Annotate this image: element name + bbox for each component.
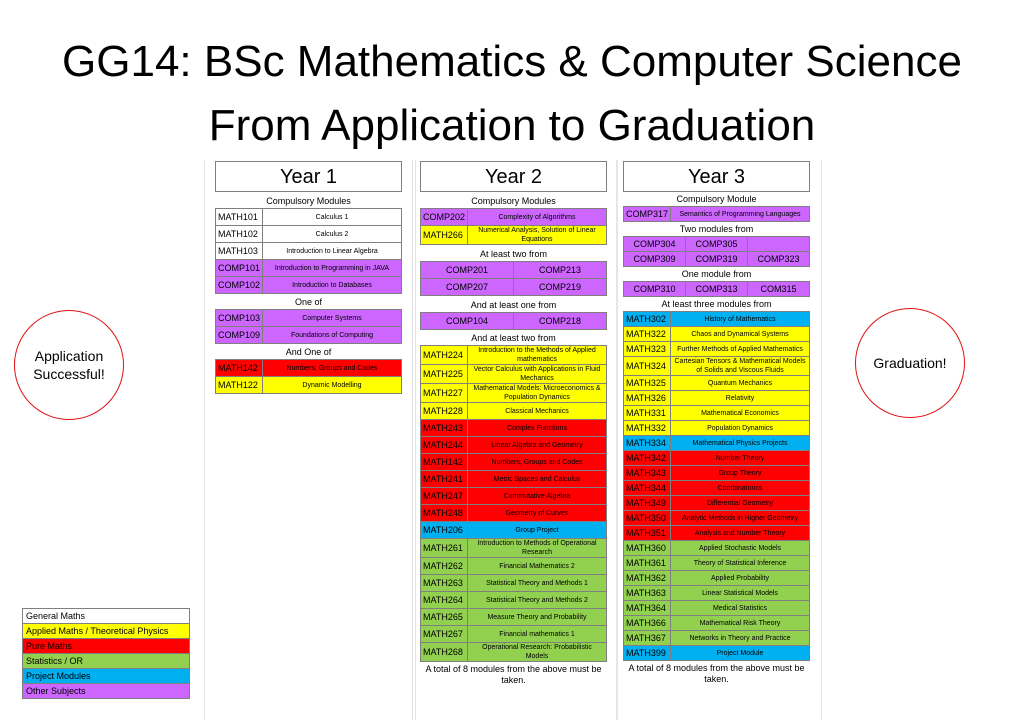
year3-compulsory-label: Compulsory Module: [676, 194, 757, 204]
module-grid-row: [624, 237, 810, 252]
module-row: [624, 207, 810, 222]
module-code: COM315: [748, 282, 810, 297]
module-code: MATH326: [624, 391, 671, 406]
module-name: Applied Probability: [671, 571, 810, 586]
year2-two-from-label: At least two from: [479, 249, 548, 259]
module-name: Statistical Theory and Methods 2: [468, 592, 607, 609]
module-row: [624, 466, 810, 481]
module-code: MATH302: [624, 312, 671, 327]
module-row: [624, 451, 810, 466]
year3-comp-two-from-grid: [623, 236, 810, 267]
module-code: MATH247: [421, 488, 468, 505]
module-row: [216, 243, 402, 260]
module-name: Networks in Theory and Practice: [671, 631, 810, 646]
module-name: Vector Calculus with Applications in Fluid Mechanics: [468, 365, 607, 384]
module-row: [624, 601, 810, 616]
module-row: [624, 511, 810, 526]
module-code: MATH101: [216, 209, 263, 226]
module-code: MATH331: [624, 406, 671, 421]
module-code: MATH261: [421, 539, 468, 558]
module-name: Linear Algebra and Geometry: [468, 437, 607, 454]
module-code: COMP323: [748, 252, 810, 267]
module-name: Numbers, Groups and Codes: [468, 454, 607, 471]
module-code: COMP201: [421, 262, 514, 279]
page-title-line-1: GG14: BSc Mathematics & Computer Science: [62, 37, 962, 86]
module-row: [216, 377, 402, 394]
year2-compulsory-table: [420, 208, 607, 245]
module-name: Medical Statistics: [671, 601, 810, 616]
year3-one-from-label: One module from: [681, 269, 752, 279]
module-name: History of Mathematics: [671, 312, 810, 327]
module-row: [421, 558, 607, 575]
year2-footer: A total of 8 modules from the above must be taken.: [425, 664, 602, 685]
legend-item: [23, 639, 190, 654]
module-row: [421, 471, 607, 488]
module-code: MATH349: [624, 496, 671, 511]
module-row: [421, 365, 607, 384]
module-row: [421, 437, 607, 454]
module-name: Introduction to Methods of Operational Research: [468, 539, 607, 558]
legend-item: [23, 669, 190, 684]
year2-compulsory-label: Compulsory Modules: [471, 196, 556, 206]
module-code: COMP219: [514, 279, 607, 296]
module-row: [421, 575, 607, 592]
module-code: MATH227: [421, 384, 468, 403]
module-name: Population Dynamics: [671, 421, 810, 436]
module-name: Chaos and Dynamical Systems: [671, 327, 810, 342]
module-row: [421, 539, 607, 558]
module-row: [624, 616, 810, 631]
module-code: MATH323: [624, 342, 671, 357]
module-code: MATH206: [421, 522, 468, 539]
module-code: MATH343: [624, 466, 671, 481]
module-name: Further Methods of Applied Mathematics: [671, 342, 810, 357]
module-code: MATH241: [421, 471, 468, 488]
module-code: MATH364: [624, 601, 671, 616]
module-name: Group Theory: [671, 466, 810, 481]
year2-header: Year 2: [420, 161, 607, 192]
module-row: [624, 391, 810, 406]
module-code: MATH262: [421, 558, 468, 575]
module-name: Financial mathematics 1: [468, 626, 607, 643]
module-row: [624, 571, 810, 586]
application-successful-circle: [14, 310, 124, 420]
module-row: [421, 522, 607, 539]
module-name: Analytic Methods in Higher Geometry: [671, 511, 810, 526]
module-grid-row: [421, 313, 607, 330]
module-code: COMP313: [686, 282, 748, 297]
module-row: [216, 327, 402, 344]
module-code: COMP305: [686, 237, 748, 252]
module-name: Linear Statistical Models: [671, 586, 810, 601]
year1-one-of-table: [215, 309, 402, 344]
module-name: Analysis and Number Theory: [671, 526, 810, 541]
year1-column: [215, 161, 402, 394]
module-code: MATH361: [624, 556, 671, 571]
legend-label: Pure Maths: [23, 639, 190, 654]
module-name: Cartesian Tensors & Mathematical Models of Solids and Viscous Fluids: [671, 357, 810, 376]
module-code: MATH142: [421, 454, 468, 471]
year3-footer: A total of 8 modules from the above must be taken.: [628, 663, 805, 684]
module-code: COMP213: [514, 262, 607, 279]
year2-comp-two-from-grid: [420, 261, 607, 296]
module-row: [624, 586, 810, 601]
legend-item: [23, 609, 190, 624]
year1-and-one-of-table: [215, 359, 402, 394]
module-code: COMP202: [421, 209, 468, 226]
year3-three-from-label: At least three modules from: [661, 299, 772, 309]
module-code: MATH363: [624, 586, 671, 601]
module-name: Mathematical Risk Theory: [671, 616, 810, 631]
module-code: MATH103: [216, 243, 263, 260]
module-name: Geometry of Curves: [468, 505, 607, 522]
module-row: [624, 376, 810, 391]
graduation-text: Graduation!: [873, 355, 947, 371]
year1-compulsory-table: [215, 208, 402, 294]
module-name: Operational Research: Probabilistic Models: [468, 643, 607, 662]
module-name: Differential Geometry: [671, 496, 810, 511]
module-row: [216, 260, 402, 277]
module-code: MATH350: [624, 511, 671, 526]
module-name: Introduction to the Methods of Applied mathematics: [468, 346, 607, 365]
module-name: Financial Mathematics 2: [468, 558, 607, 575]
module-row: [421, 609, 607, 626]
module-grid-row: [421, 279, 607, 296]
module-code: COMP101: [216, 260, 263, 277]
year1-compulsory-label: Compulsory Modules: [266, 196, 351, 206]
year3-comp-one-from-grid: [623, 281, 810, 297]
module-code: MATH362: [624, 571, 671, 586]
module-row: [216, 310, 402, 327]
year3-compulsory-table: [623, 206, 810, 222]
module-code: MATH264: [421, 592, 468, 609]
module-row: [624, 312, 810, 327]
year2-column: [420, 161, 607, 686]
module-code: COMP317: [624, 207, 671, 222]
module-row: [216, 209, 402, 226]
module-row: [624, 327, 810, 342]
graduation-circle: [855, 308, 965, 418]
module-name: Mathematical Models: Microeconomics & Population Dynamics: [468, 384, 607, 403]
module-code: MATH268: [421, 643, 468, 662]
module-row: [624, 481, 810, 496]
module-code: COMP103: [216, 310, 263, 327]
module-name: Complexity of Algorithms: [468, 209, 607, 226]
legend-label: Other Subjects: [23, 684, 190, 699]
module-row: [421, 643, 607, 662]
module-code: COMP310: [624, 282, 686, 297]
module-name: Project Module: [671, 646, 810, 661]
module-code: MATH366: [624, 616, 671, 631]
module-name: Measure Theory and Probability: [468, 609, 607, 626]
module-code: MATH225: [421, 365, 468, 384]
module-name: Calculus 1: [263, 209, 402, 226]
module-row: [624, 526, 810, 541]
legend-item: [23, 624, 190, 639]
module-code: MATH325: [624, 376, 671, 391]
module-code: COMP104: [421, 313, 514, 330]
module-code: MATH248: [421, 505, 468, 522]
module-code: MATH142: [216, 360, 263, 377]
module-grid-row: [624, 282, 810, 297]
module-code: MATH228: [421, 403, 468, 420]
module-row: [216, 360, 402, 377]
legend-item: [23, 654, 190, 669]
module-row: [624, 357, 810, 376]
module-row: [624, 342, 810, 357]
module-code: COMP207: [421, 279, 514, 296]
module-code: MATH122: [216, 377, 263, 394]
module-name: Foundations of Computing: [263, 327, 402, 344]
module-code: MATH367: [624, 631, 671, 646]
module-name: Mathematical Economics: [671, 406, 810, 421]
legend-label: Statistics / OR: [23, 654, 190, 669]
module-name: Introduction to Databases: [263, 277, 402, 294]
year3-column: [623, 161, 810, 685]
module-code: COMP319: [686, 252, 748, 267]
module-row: [624, 421, 810, 436]
module-row: [421, 454, 607, 471]
module-name: Mathematical Physics Projects: [671, 436, 810, 451]
module-name: Numerical Analysis, Solution of Linear Equations: [468, 226, 607, 245]
module-row: [421, 505, 607, 522]
module-code: MATH263: [421, 575, 468, 592]
module-name: Theory of Statistical Inference: [671, 556, 810, 571]
module-code: MATH399: [624, 646, 671, 661]
module-row: [421, 488, 607, 505]
module-name: Applied Stochastic Models: [671, 541, 810, 556]
module-name: Combinatorics: [671, 481, 810, 496]
year2-maths-table: [420, 345, 607, 662]
module-row: [624, 436, 810, 451]
module-name: Introduction to Linear Algebra: [263, 243, 402, 260]
module-code: MATH322: [624, 327, 671, 342]
legend-label: Applied Maths / Theoretical Physics: [23, 624, 190, 639]
module-code: MATH360: [624, 541, 671, 556]
legend-label: Project Modules: [23, 669, 190, 684]
module-name: Calculus 2: [263, 226, 402, 243]
module-code: COMP102: [216, 277, 263, 294]
year3-two-from-label: Two modules from: [679, 224, 754, 234]
legend-label: General Maths: [23, 609, 190, 624]
module-code: COMP109: [216, 327, 263, 344]
module-name: Classical Mechanics: [468, 403, 607, 420]
module-row: [421, 403, 607, 420]
page-title-line-2: From Application to Graduation: [208, 101, 816, 150]
module-name: Dynamic Modelling: [263, 377, 402, 394]
module-row: [216, 226, 402, 243]
module-row: [216, 277, 402, 294]
module-code: MATH243: [421, 420, 468, 437]
year1-one-of-label: One of: [294, 297, 323, 307]
module-name: Numbers, Groups and Codes: [263, 360, 402, 377]
year1-header: Year 1: [215, 161, 402, 192]
module-name: Complex Functions: [468, 420, 607, 437]
year2-one-from-label: And at least one from: [470, 300, 557, 310]
module-code: MATH266: [421, 226, 468, 245]
module-row: [624, 406, 810, 421]
application-successful-text: Application Successful!: [33, 348, 105, 382]
module-code: COMP218: [514, 313, 607, 330]
module-code: COMP309: [624, 252, 686, 267]
module-name: Metric Spaces and Calculus: [468, 471, 607, 488]
module-name: Introduction to Programming in JAVA: [263, 260, 402, 277]
year3-header: Year 3: [623, 161, 810, 192]
module-row: [421, 346, 607, 365]
module-name: Computer Systems: [263, 310, 402, 327]
module-row: [624, 646, 810, 661]
module-code: [748, 237, 810, 252]
module-grid-row: [624, 252, 810, 267]
module-name: Semantics of Programming Languages: [671, 207, 810, 222]
module-row: [624, 631, 810, 646]
module-grid-row: [421, 262, 607, 279]
module-code: MATH265: [421, 609, 468, 626]
module-row: [624, 496, 810, 511]
module-name: Relativity: [671, 391, 810, 406]
module-name: Group Project: [468, 522, 607, 539]
module-row: [421, 592, 607, 609]
module-name: Statistical Theory and Methods 1: [468, 575, 607, 592]
module-name: Quantum Mechanics: [671, 376, 810, 391]
module-code: MATH344: [624, 481, 671, 496]
module-code: COMP304: [624, 237, 686, 252]
module-row: [421, 626, 607, 643]
module-code: MATH102: [216, 226, 263, 243]
module-row: [421, 209, 607, 226]
module-code: MATH324: [624, 357, 671, 376]
module-code: MATH351: [624, 526, 671, 541]
module-name: Number Theory: [671, 451, 810, 466]
module-code: MATH334: [624, 436, 671, 451]
module-name: Commutative Algebra: [468, 488, 607, 505]
colour-legend: [22, 608, 190, 699]
module-row: [624, 541, 810, 556]
module-row: [421, 226, 607, 245]
year2-maths-two-from-label: And at least two from: [471, 333, 556, 343]
module-code: MATH244: [421, 437, 468, 454]
module-row: [624, 556, 810, 571]
year1-and-one-of-label: And One of: [285, 347, 332, 357]
module-code: MATH267: [421, 626, 468, 643]
module-code: MATH342: [624, 451, 671, 466]
year3-maths-table: [623, 311, 810, 661]
module-code: MATH332: [624, 421, 671, 436]
year2-comp-one-from-grid: [420, 312, 607, 330]
module-row: [421, 420, 607, 437]
legend-item: [23, 684, 190, 699]
module-code: MATH224: [421, 346, 468, 365]
module-row: [421, 384, 607, 403]
